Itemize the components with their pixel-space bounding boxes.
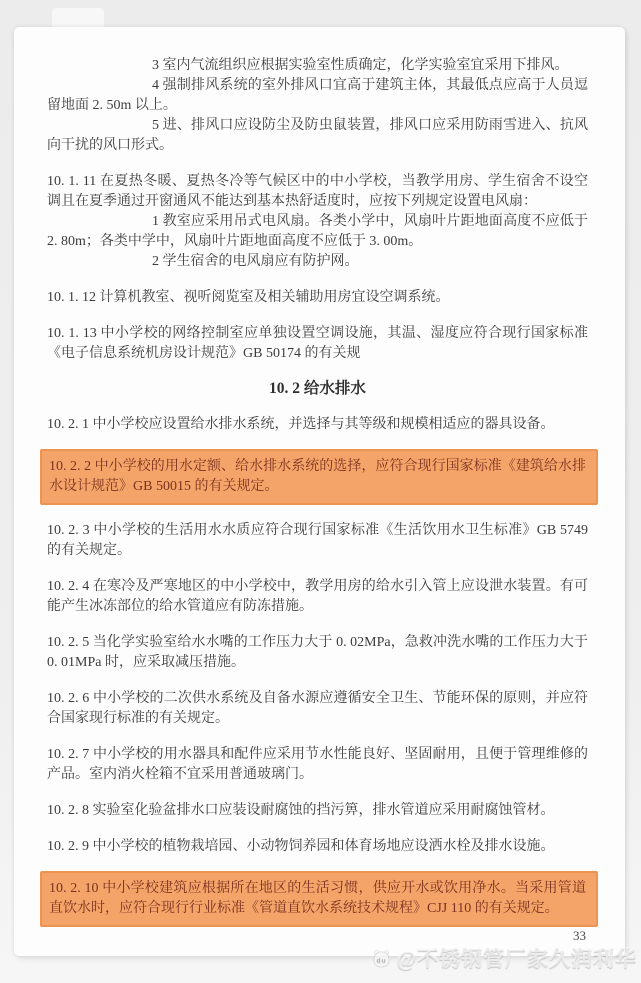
section-heading: 10. 2 给水排水 [269,380,366,397]
clause-paragraph: 10. 2. 5 当化学实验室给水水嘴的工作压力大于 0. 02MPa，急救冲洗水嘴的工作压力大于 0. 01MPa 时，应采取减压措施。 [47,635,588,670]
page-number: 33 [573,928,586,943]
clause-paragraph: 10. 2. 9 中小学校的植物栽培园、小动物饲养园和体育场地应设洒水栓及排水设施。 [47,839,555,854]
highlighted-clause: 10. 2. 10 中小学校建筑应根据所在地区的生活习惯，供应开水或饮用净水。当采用管道直饮水时，应符合现行行业标准《管道直饮水系统技术规程》CJJ 110 的有关规定。 [40,871,598,927]
clause-paragraph: 10. 2. 1 中小学校应设置给水排水系统，并选择与其等级和规模相适应的器具设备。 [47,417,555,432]
clause-paragraph: 10. 1. 11 在夏热冬暖、夏热冬冷等气候区中的中小学校，当教学用房、学生宿舍不设空调且在夏季通过开窗通风不能达到基本热舒适度时，应按下列规定设置电风扇： [47,174,588,209]
clause-paragraph: 10. 2. 3 中小学校的生活用水水质应符合现行国家标准《生活饮用水卫生标准》GB 5749 的有关规定。 [47,523,588,558]
clause-sub-item: 3 室内气流组织应根据实验室性质确定，化学实验室宜采用下排风。 [152,58,569,73]
watermark-text: @不锈钢管厂家久润利华 [396,947,637,971]
document-page [14,27,625,956]
clause-sub-item: 4 强制排风系统的室外排风口宜高于建筑主体，其最低点应高于人员逗留地面 2. 50m 以上。 [47,78,588,113]
clause-paragraph: 10. 2. 6 中小学校的二次供水系统及自备水源应遵循安全卫生、节能环保的原则，并应符合国家现行标准的有关规定。 [47,691,588,726]
bear-logo-icon [372,949,391,968]
clause-paragraph: 10. 2. 4 在寒冷及严寒地区的中小学校中，教学用房的给水引入管上应设泄水装置。有可能产生冰冻部位的给水管道应有防冻措施。 [47,579,588,614]
document-body [14,27,625,927]
clause-paragraph: 10. 2. 7 中小学校的用水器具和配件应采用节水性能良好、坚固耐用，且便于管理维修的产品。室内消火栓箱不宜采用普通玻璃门。 [47,747,588,782]
clause-paragraph: 10. 2. 8 实验室化验盆排水口应装设耐腐蚀的挡污箅，排水管道应采用耐腐蚀管材。 [47,803,555,818]
clause-paragraph: 10. 1. 13 中小学校的网络控制室应单独设置空调设施，其温、湿度应符合现行国家标准《电子信息系统机房设计规范》GB 50174 的有关规 [47,326,588,361]
clause-sub-item: 2 学生宿舍的电风扇应有防护网。 [152,254,359,269]
svg-text:du: du [376,956,387,964]
clause-sub-item: 1 教室应采用吊式电风扇。各类小学中，风扇叶片距地面高度不应低于 2. 80m；各类中学中，风扇叶片距地面高度不应低于 3. 00m。 [47,214,588,249]
highlighted-clause: 10. 2. 2 中小学校的用水定额、给水排水系统的选择，应符合现行国家标准《建筑给水排水设计规范》GB 50015 的有关规定。 [40,449,598,505]
clause-paragraph: 10. 1. 12 计算机教室、视听阅览室及相关辅助用房宜设空调系统。 [47,290,450,305]
clause-sub-item: 5 进、排风口应设防尘及防虫鼠装置，排风口应采用防雨雪进入、抗风向干扰的风口形式。 [47,118,588,153]
watermark [372,943,637,973]
